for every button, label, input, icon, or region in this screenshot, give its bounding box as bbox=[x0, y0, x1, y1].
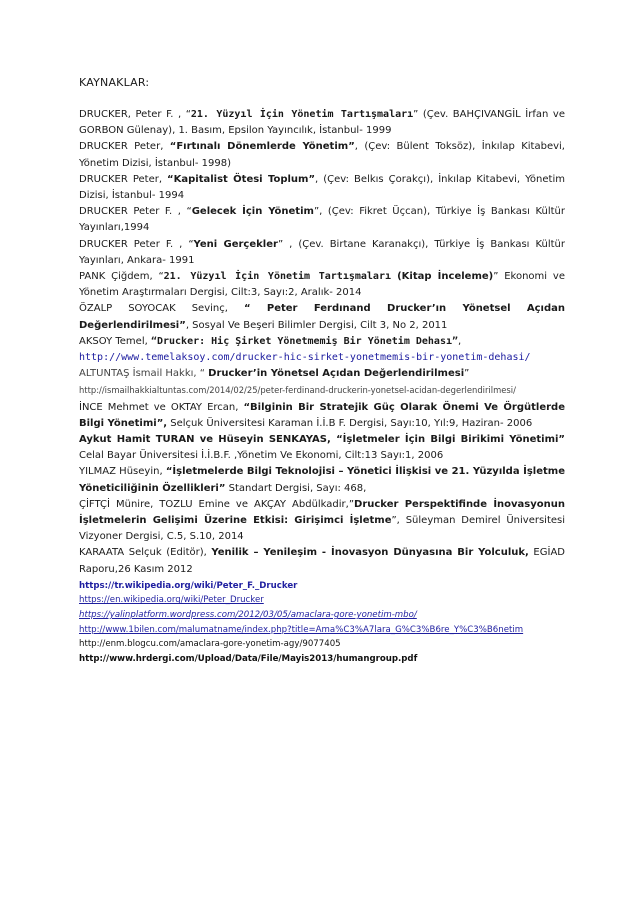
web-link[interactable]: https://en.wikipedia.org/wiki/Peter_Drucker bbox=[79, 595, 264, 606]
ref-authors: DRUCKER Peter, bbox=[79, 141, 170, 153]
ref-authors: KARAATA Selçuk (Editör), bbox=[79, 547, 212, 559]
reference-item bbox=[79, 497, 565, 546]
web-link[interactable]: http://www.1bilen.com/malumatname/index.php?title=Ama%C3%A7lara_G%C3%B6re_Y%C3%B6netim bbox=[79, 624, 524, 635]
ref-url[interactable]: http://www.temelaksoy.com/drucker-hic-sirket-yonetmemis-bir-yonetim-dehasi/ bbox=[79, 352, 531, 364]
ref-details: Celal Bayar Üniversitesi İ.İ.B.F. ,Yönetim Ve Ekonomi, Cilt:13 Sayı:1, 2006 bbox=[79, 450, 444, 462]
reference-item bbox=[79, 301, 565, 333]
web-link[interactable]: https://tr.wikipedia.org/wiki/Peter_F._Drucker bbox=[79, 580, 298, 591]
ref-details: ”, Süleyman Demirel Üniversitesi Vizyoner Dergisi, C.5, S.10, 2014 bbox=[79, 515, 566, 543]
ref-title: Yeni Gerçekler bbox=[193, 238, 278, 250]
reference-item bbox=[79, 366, 565, 399]
reference-item bbox=[79, 172, 565, 204]
plain-link[interactable]: http://enm.blogcu.com/amaclara-gore-yonetim-agy/9077405 bbox=[79, 639, 341, 650]
reference-item bbox=[79, 204, 565, 236]
ref-details: , (Çev: Belkıs Çorakçı), İnkılap Kitabevi, Yönetim Dizisi, İstanbul- 1994 bbox=[79, 173, 565, 202]
ref-authors: PANK Çiğdem, “ bbox=[79, 271, 164, 283]
ref-details: ” bbox=[464, 368, 470, 380]
reference-item bbox=[79, 237, 565, 269]
ref-title: Yenilik – Yenileşim - İnovasyon Dünyasına Bir Yolculuk, bbox=[211, 547, 529, 559]
ref-authors: YILMAZ Hüseyin, bbox=[79, 466, 166, 478]
ref-title: “İşletmeler İçin Bilgi Birikimi Yönetimi” bbox=[336, 434, 565, 446]
reference-item bbox=[79, 269, 565, 301]
ref-details: Selçuk Üniversitesi Karaman İ.İ.B F. Dergisi, Sayı:10, Yıl:9, Haziran- 2006 bbox=[167, 417, 533, 429]
reference-item bbox=[79, 432, 565, 464]
ref-details: EGİAD Raporu,26 Kasım 2012 bbox=[79, 547, 565, 575]
ref-details: ” , (Çev. Birtane Karanakçı), Türkiye İş Bankası Kültür Yayınları, Ankara- 1991 bbox=[79, 238, 566, 266]
ref-title: Drucker Perspektifinde İnovasyonun İşletmelerin Gelişimi Üzerine Etkisi: Girişimci İşletme bbox=[79, 498, 565, 527]
ref-authors: DRUCKER Peter F. , “ bbox=[79, 238, 194, 250]
ref-title: Drucker’in Yönetsel Açıdan Değerlendirilmesi bbox=[208, 368, 465, 380]
ref-authors: AKSOY Temel, bbox=[79, 335, 151, 347]
ref-title: “Fırtınalı Dönemlerde Yönetim” bbox=[169, 141, 355, 153]
ref-title: 21. Yüzyıl İçin Yönetim Tartışmaları bbox=[163, 271, 391, 283]
ref-authors: DRUCKER Peter F. , “ bbox=[79, 206, 192, 218]
ref-title: 21. Yüzyıl İçin Yönetim Tartışmaları bbox=[190, 109, 414, 120]
ref-details: , bbox=[458, 335, 462, 347]
ref-title: Gelecek İçin Yönetim bbox=[191, 206, 314, 218]
references-heading: KAYNAKLAR: bbox=[79, 76, 150, 89]
ref-authors: ALTUNTAŞ İsmail Hakkı, “ bbox=[79, 368, 209, 380]
ref-details: Standart Dergisi, Sayı: 468, bbox=[225, 482, 367, 494]
ref-authors: ÖZALP SOYOCAK Sevinç, bbox=[79, 303, 244, 315]
reference-item bbox=[79, 545, 565, 577]
web-link[interactable]: https://yalinplatform.wordpress.com/2012/03/05/amaclara-gore-yonetim-mbo/ bbox=[79, 610, 417, 621]
ref-details: ” (Çev. BAHÇIVANGİL İrfan ve GORBON Gülenay), 1. Basım, Epsilon Yayıncılık, İstanbul- 1999 bbox=[79, 109, 565, 137]
ref-title: “İşletmelerde Bilgi Teknolojisi – Yönetici İlişkisi ve 21. Yüzyılda İşletme Yöneticiliğinin Özellikleri” bbox=[79, 466, 565, 494]
reference-item bbox=[79, 400, 565, 432]
ref-details: ” Ekonomi ve Yönetim Araştırmaları Dergisi, Cilt:3, Sayı:2, Aralık- 2014 bbox=[79, 271, 565, 299]
ref-authors: Aykut Hamit TURAN ve Hüseyin SENKAYAS, bbox=[79, 434, 337, 446]
ref-authors: ÇİFTÇİ Münire, TOZLU Emine ve AKÇAY Abdülkadir,” bbox=[79, 498, 355, 510]
references-list bbox=[79, 107, 565, 666]
reference-item bbox=[79, 464, 565, 496]
ref-authors: İNCE Mehmet ve OKTAY Ercan, bbox=[79, 401, 244, 413]
ref-title-suffix: (Kitap İnceleme) bbox=[390, 271, 494, 283]
ref-title: “ Peter Ferdınand Drucker’ın Yönetsel Açıdan Değerlendirilmesi” bbox=[79, 303, 565, 331]
plain-link[interactable]: http://www.hrdergi.com/Upload/Data/File/Mayis2013/humangroup.pdf bbox=[79, 653, 418, 664]
web-links bbox=[79, 579, 565, 667]
reference-item bbox=[79, 107, 565, 139]
reference-item bbox=[79, 334, 565, 366]
ref-details: ”, (Çev: Fikret Üçcan), Türkiye İş Bankası Kültür Yayınları,1994 bbox=[79, 206, 565, 234]
ref-title: “Kapitalist Ötesi Toplum” bbox=[167, 173, 316, 185]
reference-item bbox=[79, 139, 565, 171]
ref-details: , Sosyal Ve Beşeri Bilimler Dergisi, Cilt 3, No 2, 2011 bbox=[185, 319, 448, 331]
ref-details: , (Çev: Bülent Toksöz), İnkılap Kitabevi, Yönetim Dizisi, İstanbul- 1998) bbox=[79, 141, 565, 169]
ref-authors: DRUCKER, Peter F. , “ bbox=[79, 109, 191, 120]
ref-url[interactable]: http://ismailhakkialtuntas.com/2014/02/25/peter-ferdinand-druckerin-yonetsel-acidan-degerlendirilmesi/ bbox=[79, 385, 516, 396]
ref-title: “Bilginin Bir Stratejik Güç Olarak Önemi Ve Örgütlerde Bilgi Yönetimi”, bbox=[79, 401, 565, 429]
ref-title: “Drucker: Hiç Şirket Yönetmemiş Bir Yönetim Dehası” bbox=[150, 335, 458, 347]
ref-authors: DRUCKER Peter, bbox=[79, 173, 168, 185]
